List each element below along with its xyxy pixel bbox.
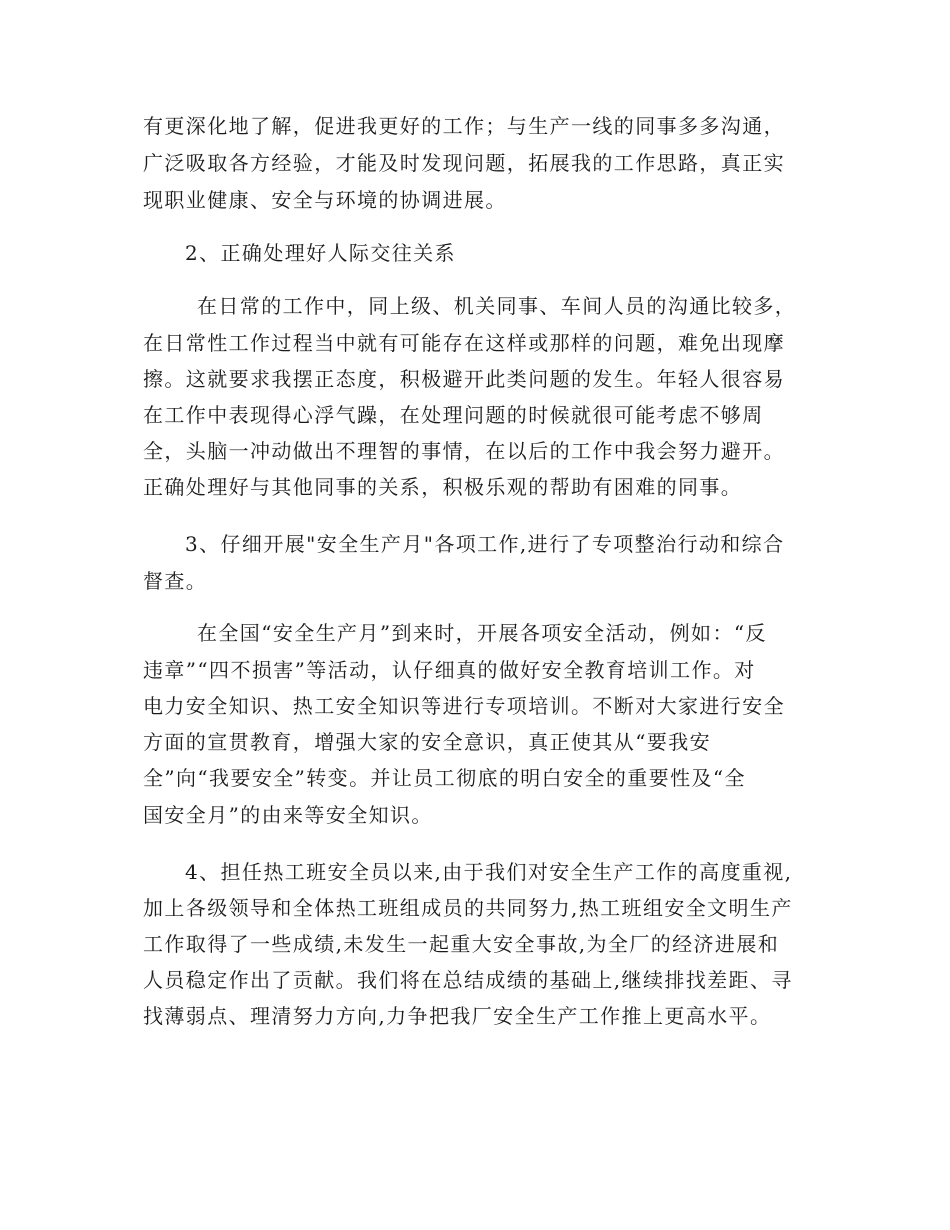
paragraph-line: 广泛吸取各方经验，才能及时发现问题，拓展我的工作思路，真正实 — [143, 151, 785, 175]
paragraph-line: 在日常的工作中，同上级、机关同事、车间人员的沟通比较多， — [197, 294, 797, 318]
paragraph-line: 违章”“四不损害”等活动，认仔细真的做好安全教育培训工作。对 — [143, 658, 756, 682]
paragraph-line: 全，头脑一冲动做出不理智的事情，在以后的工作中我会努力避开。 — [143, 439, 785, 463]
section-heading-4: 4、担任热工班安全员以来,由于我们对安全生产工作的高度重视, — [185, 860, 793, 884]
paragraph-line: 现职业健康、安全与环境的协调进展。 — [143, 188, 507, 212]
paragraph-line: 在全国“安全生产月”到来时，开展各项安全活动，例如：“反 — [197, 621, 767, 645]
paragraph-line: 人员稳定作出了贡献。我们将在总结成绩的基础上,继续排找差距、寻 — [143, 968, 793, 992]
section-heading-3-cont: 督查。 — [143, 569, 208, 593]
paragraph-line: 工作取得了一些成绩,未发生一起重大安全事故,为全厂的经济进展和 — [143, 932, 780, 956]
section-heading-3: 3、仔细开展"安全生产月"各项工作,进行了专项整治行动和综合 — [185, 532, 785, 556]
paragraph-line: 全”向“我要安全”转变。并让员工彻底的明白安全的重要性及“全 — [143, 766, 746, 790]
paragraph-line: 找薄弱点、理清努力方向,力争把我厂安全生产工作推上更高水平。 — [143, 1004, 772, 1028]
paragraph-line: 正确处理好与其他同事的关系，积极乐观的帮助有困难的同事。 — [143, 475, 743, 499]
paragraph-line: 在工作中表现得心浮气躁，在处理问题的时候就很可能考虑不够周 — [143, 403, 764, 427]
section-heading-2: 2、正确处理好人际交往关系 — [185, 241, 456, 265]
paragraph-line: 电力安全知识、热工安全知识等进行专项培训。不断对大家进行安全 — [143, 694, 785, 718]
paragraph-line: 在日常性工作过程当中就有可能存在这样或那样的问题，难免出现摩 — [143, 331, 785, 355]
paragraph-line: 加上各级领导和全体热工班组成员的共同努力,热工班组安全文明生产 — [143, 896, 793, 920]
paragraph-line: 方面的宣贯教育，增强大家的安全意识，真正使其从“要我安 — [143, 730, 712, 754]
paragraph-line: 国安全月”的由来等安全知识。 — [143, 803, 433, 827]
paragraph-line: 擦。这就要求我摆正态度，积极避开此类问题的发生。年轻人很容易 — [143, 367, 785, 391]
paragraph-line: 有更深化地了解，促进我更好的工作；与生产一线的同事多多沟通， — [143, 114, 785, 138]
